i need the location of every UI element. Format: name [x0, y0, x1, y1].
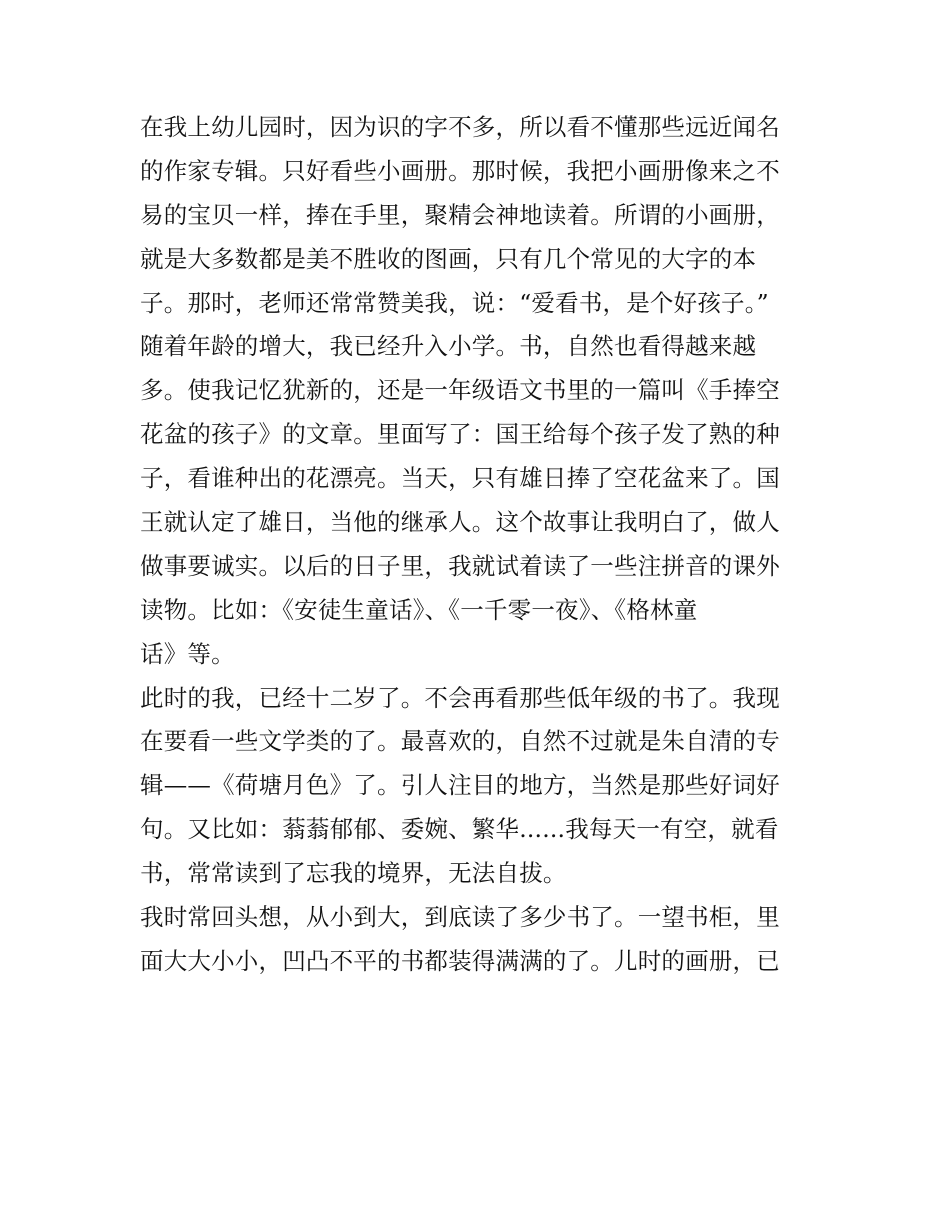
text-line: 在要看一些文学类的了。最喜欢的，自然不过就是朱自清的专 — [140, 727, 780, 756]
text-line: 在我上幼儿园时，因为识的字不多，所以看不懂那些远近闻名 — [140, 113, 780, 141]
text-line: 句。又比如：蓊蓊郁郁、委婉、繁华......我每天一有空，就看 — [140, 815, 779, 844]
essay-body — [140, 106, 820, 984]
text-line: 就是大多数都是美不胜收的图画，只有几个常见的大字的本 — [140, 244, 757, 273]
text-line: 做事要诚实。以后的日子里，我就试着读了一些注拼音的课外 — [140, 551, 780, 580]
text-line: 读物。比如：《安徒生童话》、《一千零一夜》、《格林童 — [140, 595, 698, 624]
text-line: 多。使我记忆犹新的，还是一年级语文书里的一篇叫《手捧空 — [140, 376, 780, 405]
text-line: 的作家专辑。只好看些小画册。那时候，我把小画册像来之不 — [140, 156, 780, 185]
text-line: 辑——《荷塘月色》了。引人注目的地方，当然是那些好词好 — [140, 771, 780, 800]
text-line: 花盆的孩子》的文章。里面写了：国王给每个孩子发了熟的种 — [140, 420, 780, 449]
text-line: 书，常常读到了忘我的境界，无法自拔。 — [140, 859, 567, 888]
text-line: 易的宝贝一样，捧在手里，聚精会神地读着。所谓的小画册， — [140, 200, 780, 229]
text-line: 子，看谁种出的花漂亮。当天，只有雄日捧了空花盆来了。国 — [140, 464, 780, 493]
text-line: 话》等。 — [140, 639, 235, 668]
text-line: 我时常回头想，从小到大，到底读了多少书了。一望书柜，里 — [140, 903, 780, 932]
text-line: 面大大小小，凹凸不平的书都装得满满的了。儿时的画册，已 — [140, 946, 780, 975]
text-line: 子。那时，老师还常常赞美我，说：“爱看书，是个好孩子。” — [140, 288, 769, 317]
text-line: 王就认定了雄日，当他的继承人。这个故事让我明白了，做人 — [140, 508, 780, 537]
text-line: 随着年龄的增大，我已经升入小学。书，自然也看得越来越 — [140, 332, 757, 361]
text-line: 此时的我，已经十二岁了。不会再看那些低年级的书了。我现 — [140, 683, 780, 712]
